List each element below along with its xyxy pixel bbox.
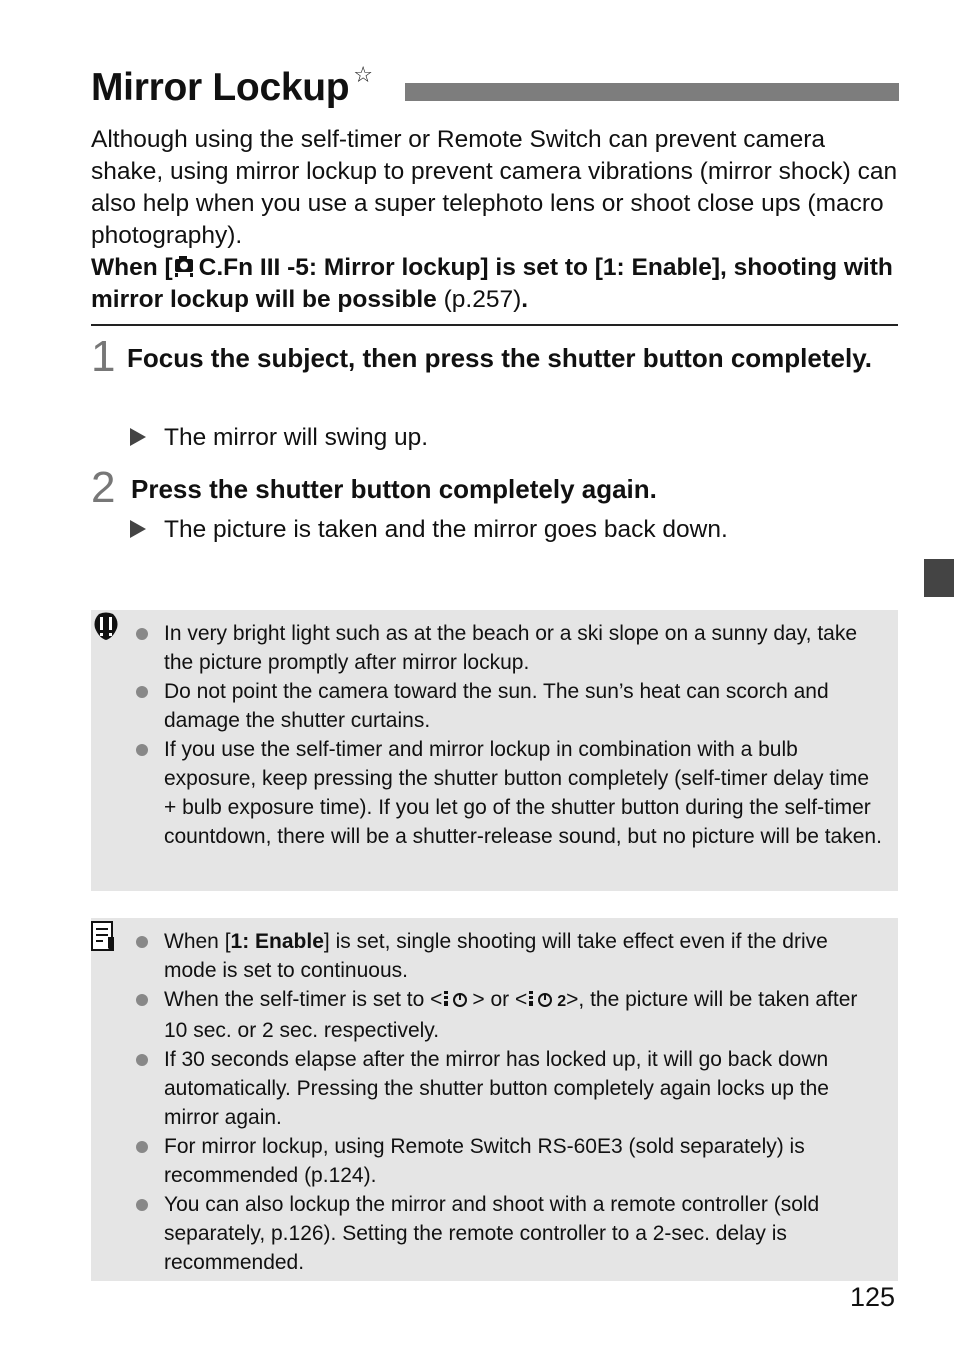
list-item: You can also lockup the mirror and shoot with a remote controller (sold separately, p.126). Setting the remote controller to a 2-sec. delay is recommended.	[164, 1190, 884, 1277]
self-timer-10s-icon	[442, 989, 472, 1009]
list-item: If 30 seconds elapse after the mirror has locked up, it will go back down automatically. Pressing the shutter button completely again locks up the mirror again.	[164, 1045, 884, 1132]
step-text: Focus the subject, then press the shutter button completely.	[127, 343, 872, 373]
page-ref: (p.257)	[436, 286, 522, 313]
bullet-icon	[136, 1141, 148, 1153]
title-row	[91, 62, 899, 112]
intro-paragraph: Although using the self-timer or Remote Switch can prevent camera shake, using mirror lockup to prevent camera vibrations (mirror shock) can also help when you use a super telephoto lens or shoot close ups (macro photography).	[91, 126, 898, 249]
step-1-result: The mirror will swing up.	[130, 424, 428, 452]
bullet-icon	[136, 994, 148, 1006]
section-tab	[924, 559, 954, 597]
title-bar	[405, 83, 899, 101]
arrow-right-icon	[130, 520, 146, 538]
list-item: When [1: Enable] is set, single shooting will take effect even if the drive mode is set to continuous.	[164, 927, 884, 985]
section-rule	[91, 324, 898, 326]
bullet-icon	[136, 744, 148, 756]
note-box	[91, 918, 898, 1281]
page-number: 125	[850, 1282, 896, 1312]
caution-box	[91, 610, 898, 891]
arrow-right-icon	[130, 428, 146, 446]
step-2-result: The picture is taken and the mirror goes back down.	[130, 516, 728, 544]
step-number: 1	[91, 332, 116, 381]
step-2	[91, 463, 891, 513]
step-number: 2	[91, 463, 116, 512]
camera-menu-icon	[173, 254, 199, 278]
self-timer-2s-icon	[527, 989, 557, 1009]
star-icon: ☆	[353, 62, 373, 87]
step-text: Press the shutter button completely again.	[131, 474, 657, 504]
caution-icon	[91, 612, 121, 642]
list-item: For mirror lockup, using Remote Switch RS-60E3 (sold separately) is recommended (p.124).	[164, 1132, 884, 1190]
list-item: When the self-timer is set to < > or < 2>, the picture will be taken after 10 sec. or 2 sec. respectively.	[164, 985, 884, 1045]
intro-bold-line: When [ C.Fn III -5: Mirror lockup] is set to [1: Enable], shooting with mirror lockup will be possible (p.257).	[91, 254, 893, 313]
bullet-icon	[136, 936, 148, 948]
note-icon	[91, 921, 117, 953]
bullet-icon	[136, 686, 148, 698]
list-item: If you use the self-timer and mirror lockup in combination with a bulb exposure, keep pressing the shutter button completely (self-timer delay time + bulb exposure time). If you let go of the shutter button during the self-timer countdown, there will be a shutter-release sound, but no picture will be taken.	[164, 735, 884, 851]
bullet-icon	[136, 628, 148, 640]
caution-list	[164, 619, 884, 851]
list-item: Do not point the camera toward the sun. The sun’s heat can scorch and damage the shutter curtains.	[164, 677, 884, 735]
bullet-icon	[136, 1199, 148, 1211]
page-title: Mirror Lockup ☆	[91, 62, 373, 109]
list-item: In very bright light such as at the beach or a ski slope on a sunny day, take the picture promptly after mirror lockup.	[164, 619, 884, 677]
intro-section	[91, 124, 901, 316]
note-list	[164, 927, 884, 1277]
bullet-icon	[136, 1054, 148, 1066]
